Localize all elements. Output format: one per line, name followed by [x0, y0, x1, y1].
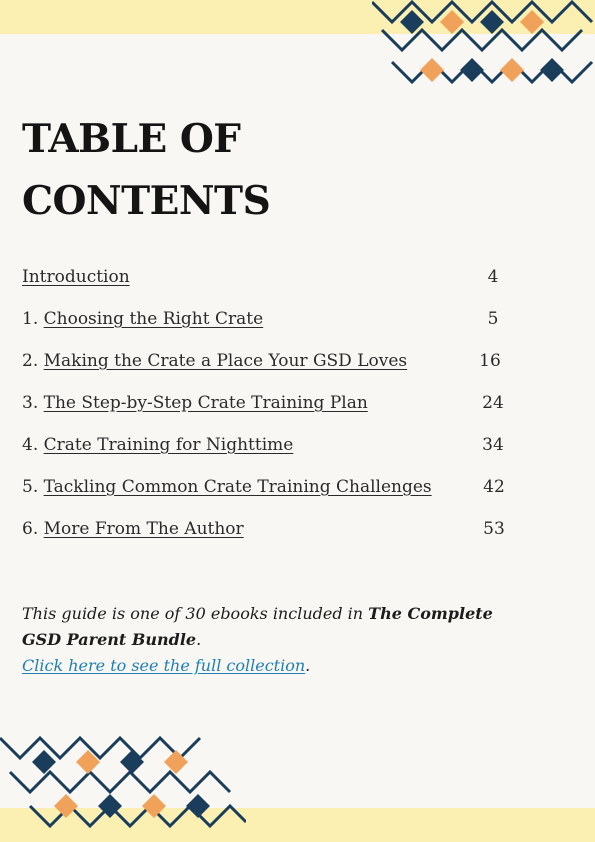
bundle-note — [22, 601, 522, 679]
toc-entry-number: 4. — [22, 435, 44, 455]
title-line-2: CONTENTS — [22, 178, 271, 224]
toc-link-6[interactable]: More From The Author — [43, 519, 244, 539]
toc-link-1[interactable]: Choosing the Right Crate — [43, 309, 264, 329]
toc-entry-number: 3. — [22, 393, 44, 413]
note-text: This guide is one of 30 ebooks included in — [22, 604, 369, 623]
full-collection-link[interactable]: Click here to see the full collection — [22, 656, 306, 675]
toc-entry-5 — [22, 474, 512, 500]
top-diamond-pattern — [372, 0, 595, 96]
toc-link-5[interactable]: Tackling Common Crate Training Challenges — [43, 477, 432, 497]
toc-entry-4 — [22, 432, 512, 458]
toc-page-number: 5 — [487, 309, 499, 329]
page-title — [22, 108, 270, 232]
toc-link-4[interactable]: Crate Training for Nighttime — [43, 435, 294, 455]
toc-entry-3 — [22, 390, 512, 416]
bottom-diamond-pattern — [0, 732, 246, 842]
toc-entry-number: 5. — [22, 477, 44, 497]
toc-page-number: 4 — [487, 267, 499, 287]
toc-page-number: 34 — [482, 435, 504, 455]
toc-link-3[interactable]: The Step-by-Step Crate Training Plan — [43, 393, 368, 413]
toc-entry-number: 1. — [22, 309, 44, 329]
toc-entry-number: 6. — [22, 519, 44, 539]
link-period: . — [305, 656, 311, 675]
toc-entry-number: 2. — [22, 351, 44, 371]
toc-page-number: 42 — [483, 477, 505, 497]
toc-page-number: 53 — [483, 519, 505, 539]
note-period: . — [196, 630, 202, 649]
bundle-name: The Complete GSD Parent Bundle — [22, 604, 493, 649]
toc-link-2[interactable]: Making the Crate a Place Your GSD Loves — [43, 351, 408, 371]
toc-page-number: 24 — [482, 393, 504, 413]
toc-page-number: 16 — [479, 351, 501, 371]
toc-entry-6 — [22, 516, 512, 542]
title-line-1: TABLE OF — [22, 116, 241, 162]
toc-entry-introduction — [22, 264, 512, 290]
toc-entry-2 — [22, 348, 512, 374]
toc-link-introduction[interactable]: Introduction — [22, 267, 130, 287]
toc-entry-1 — [22, 306, 512, 332]
